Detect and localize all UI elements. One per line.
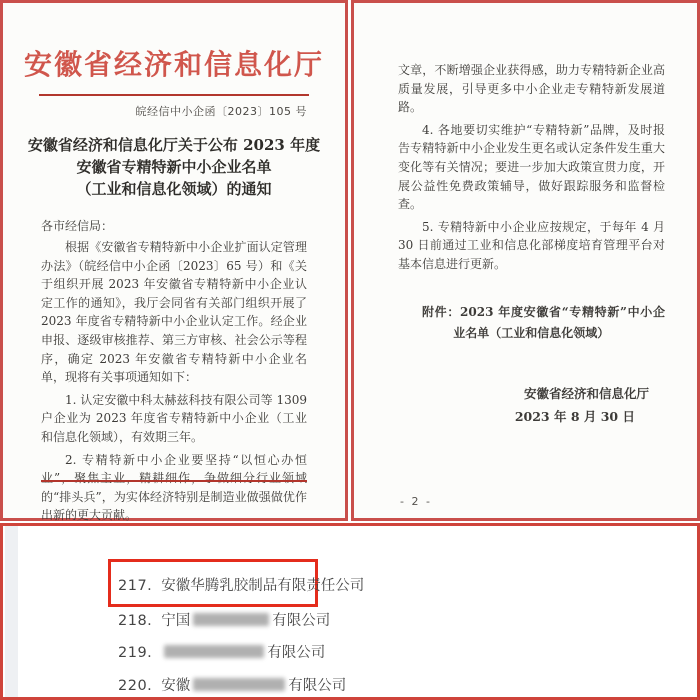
list-item-number: 217. bbox=[118, 578, 153, 594]
list-item-217 bbox=[118, 574, 364, 595]
paragraph-item5: 5. 专精特新中小企业应按规定，于每年 4 月 30 日前通过工业和信息化部梯度培育管理平台对基本信息进行更新。 bbox=[398, 219, 665, 271]
paragraph-item4: 4. 各地要切实维护“专精特新”品牌，及时报告专精特新中小企业发生更名或认定条件发生重大变化等有关情况；要进一步加大政策宣贯力度，开展公益性免费政策辅导，做好跟踪服务和监督检查。 bbox=[398, 122, 665, 212]
company-name-suffix: 有限公司 bbox=[272, 613, 331, 629]
company-name-suffix: 有限公司 bbox=[267, 645, 326, 661]
paragraph-item1: 1. 认定安徽中科太赫兹科技有限公司等 1309 户企业为 2023 年度省专精特新中小企业（工业和信息化领域），有效期三年。 bbox=[41, 392, 307, 444]
signature-date: 2023 年 8 月 30 日 bbox=[514, 408, 635, 424]
page-number: - 2 - bbox=[400, 495, 432, 508]
paragraph-item3-continued: 文章，不断增强企业获得感，助力专精特新企业高质量发展，引导更多中小企业走专精特新发展道路。 bbox=[398, 63, 665, 115]
notice-title-line1: 安徽省经济和信息化厅关于公布 2023 年度 bbox=[27, 136, 321, 154]
letterhead-title: 安徽省经济和信息化厅 bbox=[23, 48, 324, 81]
notice-title bbox=[3, 134, 345, 200]
list-item-number: 218. bbox=[118, 613, 153, 629]
document-page-1 bbox=[0, 0, 348, 521]
redacted-text bbox=[193, 613, 269, 626]
paragraph-item2: 2. 专精特新中小企业要坚持“以恒心办恒业”，聚焦主业，精耕细作，争做细分行业领域的“排头兵”，为实体经济特别是制造业做强做优作出新的更大贡献。 bbox=[41, 452, 307, 523]
document-number: 皖经信中小企函〔2023〕105 号 bbox=[135, 105, 307, 118]
redacted-text bbox=[193, 678, 285, 691]
page1-bottom-rule bbox=[41, 480, 307, 482]
notice-title-line2: 安徽省专精特新中小企业名单 bbox=[76, 158, 272, 176]
scan-edge-strip bbox=[5, 526, 18, 697]
paragraph-basis: 根据《安徽省专精特新中小企业扩面认定管理办法》（皖经信中小企函〔2023〕65 号）和《关于组织开展 2023 年安徽省专精特新中小企业认定工作的通知》，我厅会同省有关部门组织开展了 2023 年度省专精特新中小企业认定工作。经企业申报、逐级审核推荐、第三方审核、社会公示等程序，确定 2023 年安徽省专精特新中小企业名单，现将有关事项通知如下： bbox=[41, 240, 307, 385]
signer-name: 安徽省经济和信息化厅 bbox=[523, 385, 649, 401]
list-item-218 bbox=[118, 609, 330, 630]
company-name: 安徽华腾乳胶制品有限责任公司 bbox=[161, 578, 365, 594]
letterhead-rule bbox=[39, 94, 309, 96]
list-item-number: 220. bbox=[118, 678, 153, 694]
salutation: 各市经信局： bbox=[41, 219, 114, 233]
attachment-note: 附件：2023 年度安徽省“专精特新”中小企业名单（工业和信息化领域） bbox=[422, 304, 665, 340]
list-item-219 bbox=[118, 641, 325, 662]
company-name-prefix: 宁国 bbox=[161, 613, 191, 629]
company-name-prefix: 安徽 bbox=[161, 678, 191, 694]
company-name-suffix: 有限公司 bbox=[288, 678, 347, 694]
document-page-2 bbox=[351, 0, 700, 521]
redacted-text bbox=[164, 645, 264, 658]
notice-title-line3: （工业和信息化领域）的通知 bbox=[76, 180, 272, 198]
list-item-220 bbox=[118, 674, 346, 695]
signature-block bbox=[354, 382, 649, 428]
company-list-panel bbox=[0, 523, 700, 700]
list-item-number: 219. bbox=[118, 645, 153, 661]
